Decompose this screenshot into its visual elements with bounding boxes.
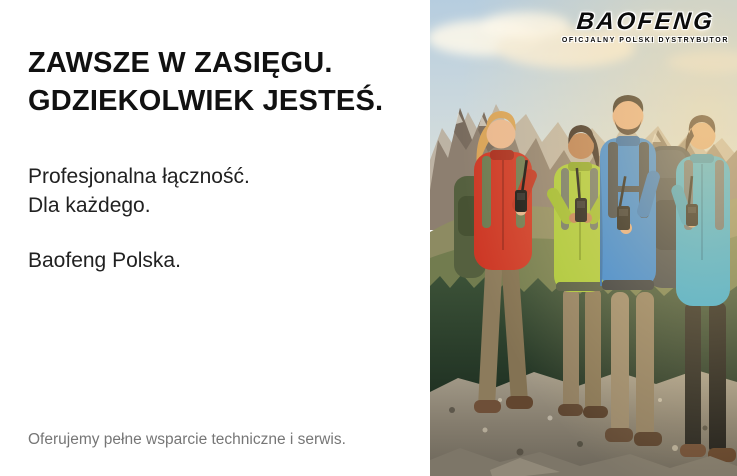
headline [28, 44, 383, 120]
hikers-photo-illustration [430, 0, 737, 476]
headline-line-2: GDZIEKOLWIEK JESTEŚ. [28, 85, 384, 117]
subheadline [28, 162, 250, 220]
baofeng-logo-tagline: OFICJALNY POLSKI DYSTRYBUTOR [561, 37, 729, 44]
subheadline-line-1: Profesjonalna łączność. [28, 165, 250, 188]
brand-statement: Baofeng Polska. [28, 249, 181, 272]
footer-note: Oferujemy pełne wsparcie techniczne i serwis. [28, 431, 346, 448]
headline-line-1: ZAWSZE W ZASIĘGU. [28, 47, 333, 79]
hero-photo [430, 0, 737, 476]
sunlight-wash [430, 0, 737, 476]
baofeng-logo [562, 10, 729, 44]
baofeng-logo-wordmark: BAOFENG [575, 8, 716, 35]
subheadline-line-2: Dla każdego. [28, 194, 151, 217]
